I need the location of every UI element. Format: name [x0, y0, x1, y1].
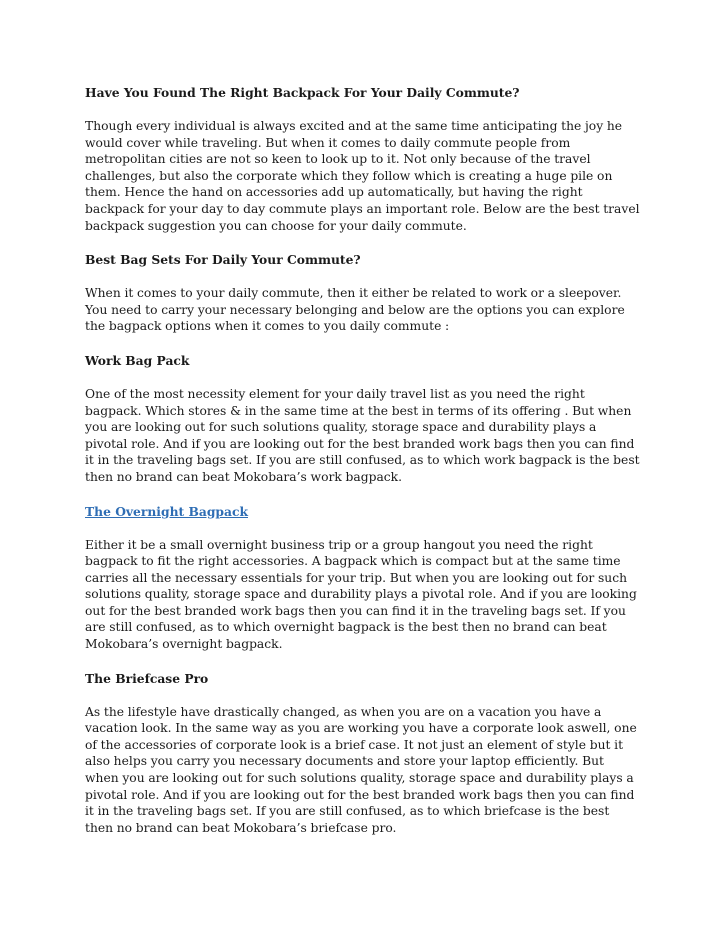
- spacer: [85, 101, 640, 118]
- intro-paragraph: Though every individual is always excited and at the same time anticipating the joy he would cover while traveling. But when it comes to daily commute people from metropolitan cities are not so keen to look up to it. Not only because of the travel challenges, but also the corporate which they follow which is creating a huge pile on them. Hence the hand on accessories add up automatically, but having the right backpack for your day to day commute plays an important role. Below are the best travel backpack suggestion you can choose for your daily commute.: [85, 119, 640, 233]
- spacer: [85, 268, 640, 285]
- spacer: [85, 520, 640, 537]
- spacer: [85, 335, 640, 352]
- section-heading-briefcase-pro: The Briefcase Pro: [85, 670, 209, 686]
- section-body-briefcase-pro: As the lifestyle have drastically changed, as when you are on a vacation you have a vacation look. In the same way as you are working you have a corporate look aswell, one of the accessories of corporate look is a brief case. It not just an element of style but it also helps you carry you necessary documents and store your laptop efficiently. But when you are looking out for such solutions quality, storage space and durability plays a pivotal role. And if you are looking out for the best branded work bags then you can find it in the traveling bags set. If you are still confused, as to which briefcase is the best then no brand can beat Mokobara’s briefcase pro.: [85, 704, 637, 835]
- overnight-bagpack-link[interactable]: The Overnight Bagpack: [85, 503, 248, 519]
- section-body-work-bag-pack: One of the most necessity element for your daily travel list as you need the right bagpack. Which stores & in the same time at the best in terms of its offering . But when you are looking out for such solutions quality, storage space and durability plays a pivotal role. And if you are looking out for the best branded work bags then you can find it in the traveling bags set. If you are still confused, as to which work bagpack is the best then no brand can beat Mokobara’s work bagpack.: [85, 386, 640, 484]
- document-page: [85, 84, 640, 836]
- spacer: [85, 369, 640, 386]
- spacer: [85, 234, 640, 251]
- section-heading-work-bag-pack: Work Bag Pack: [85, 352, 190, 368]
- section-heading-best-bag-sets: Best Bag Sets For Daily Your Commute?: [85, 252, 361, 268]
- section-body-overnight-bagpack: Either it be a small overnight business trip or a group hangout you need the right bagpack to fit the right accessories. A bagpack which is compact but at the same time carries all the necessary essentials for your trip. But when you are looking out for such solutions quality, storage space and durability plays a pivotal role. And if you are looking out for the best branded work bags then you can find it in the traveling bags set. If you are still confused, as to which overnight bagpack is the best then no brand can beat Mokobara’s overnight bagpack.: [85, 537, 637, 652]
- spacer: [85, 486, 640, 503]
- spacer: [85, 687, 640, 704]
- section-body-best-bag-sets: When it comes to your daily commute, then it either be related to work or a sleepover. You need to carry your necessary belonging and below are the options you can explore the bagpack options when it comes to you daily commute :: [85, 286, 625, 334]
- document-title: Have You Found The Right Backpack For Your Daily Commute?: [85, 85, 520, 100]
- spacer: [85, 653, 640, 670]
